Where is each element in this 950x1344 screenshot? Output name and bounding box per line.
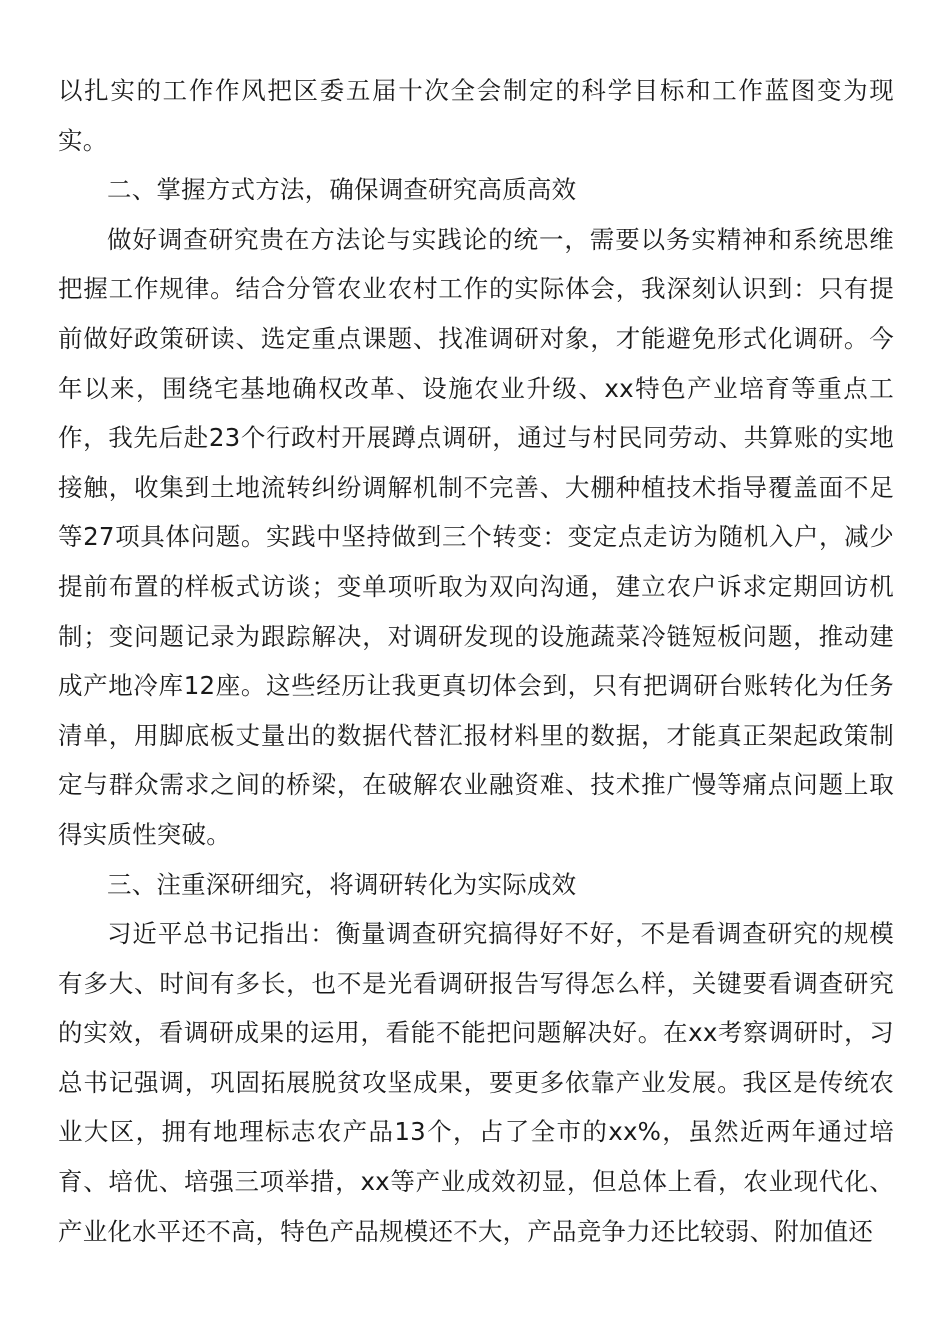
document-body: [58, 66, 894, 1256]
paragraph-methods: 做好调查研究贵在方法论与实践论的统一，需要以务实精神和系统思维把握工作规律。结合分管农业农村工作的实际体会，我深刻认识到：只有提前做好政策研读、选定重点课题、找准调研对象，才能避免形式化调研。今年以来，围绕宅基地确权改革、设施农业升级、xx特色产业培育等重点工作，我先后赴23个行政村开展蹲点调研，通过与村民同劳动、共算账的实地接触，收集到土地流转纠纷调解机制不完善、大棚种植技术指导覆盖面不足等27项具体问题。实践中坚持做到三个转变：变定点走访为随机入户，减少提前布置的样板式访谈；变单项听取为双向沟通，建立农户诉求定期回访机制；变问题记录为跟踪解决，对调研发现的设施蔬菜冷链短板问题，推动建成产地冷库12座。这些经历让我更真切体会到，只有把调研台账转化为任务清单，用脚底板丈量出的数据代替汇报材料里的数据，才能真正架起政策制定与群众需求之间的桥梁，在破解农业融资难、技术推广慢等痛点问题上取得实质性突破。: [58, 224, 894, 849]
section-heading-two: 二、掌握方式方法，确保调查研究高质高效: [107, 175, 577, 205]
paragraph-continuation: 以扎实的工作作风把区委五届十次全会制定的科学目标和工作蓝图变为现实。: [58, 76, 894, 155]
paragraph-results: 习近平总书记指出：衡量调查研究搞得好不好，不是看调查研究的规模有多大、时间有多长，也不是光看调研报告写得怎么样，关键要看调查研究的实效，看调研成果的运用，看能不能把问题解决好。在xx考察调研时，习总书记强调，巩固拓展脱贫攻坚成果，要更多依靠产业发展。我区是传统农业大区，拥有地理标志农产品13个，占了全市的xx%，虽然近两年通过培育、培优、培强三项举措，xx等产业成效初显，但总体上看，农业现代化、产业化水平还不高，特色产品规模还不大，产品竞争力还比较弱、附加值还: [58, 919, 894, 1246]
section-heading-three: 三、注重深研细究，将调研转化为实际成效: [107, 869, 577, 899]
